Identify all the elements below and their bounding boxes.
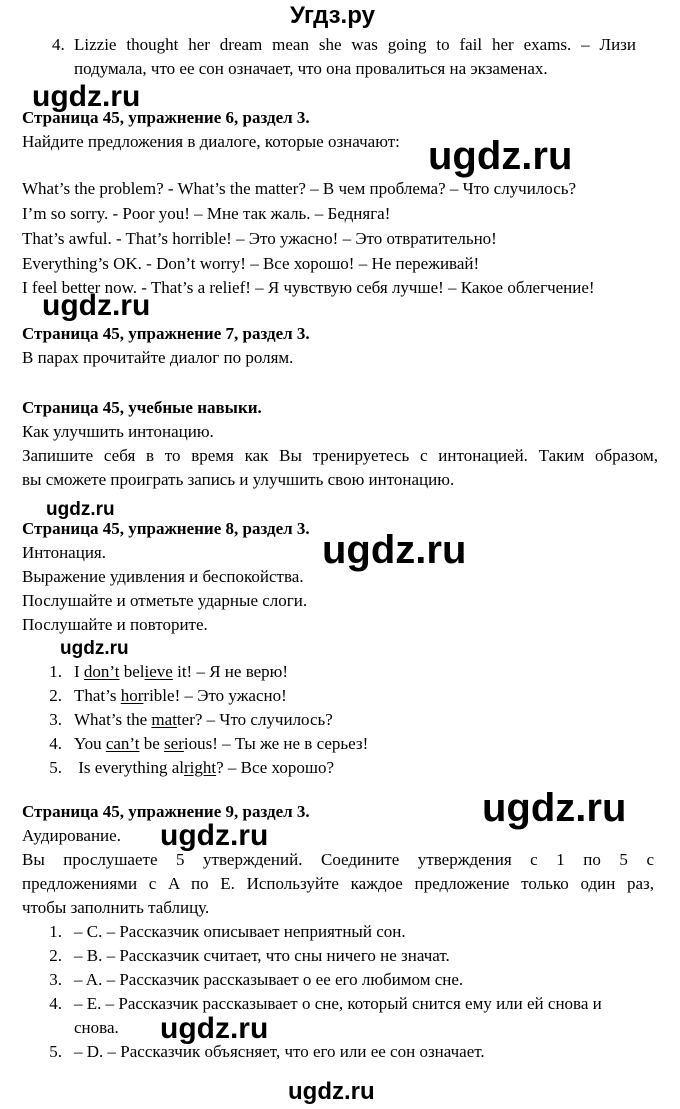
item-text: bel bbox=[119, 662, 145, 681]
ex9-item bbox=[40, 968, 463, 992]
ex8-line3: Послушайте и отметьте ударные слоги. bbox=[22, 591, 308, 610]
site-header: Угдз.ру bbox=[290, 2, 375, 29]
ex8-line4: Послушайте и повторите. bbox=[22, 615, 208, 634]
item-text: Is everything al bbox=[74, 758, 184, 777]
stressed-syllable: ser bbox=[164, 734, 184, 753]
item-text: – D. – Рассказчик объясняет, что его или ее сон означает. bbox=[74, 1042, 485, 1061]
item-text: be bbox=[139, 734, 165, 753]
stressed-syllable: hor bbox=[120, 686, 144, 705]
watermark: ugdz.ru bbox=[32, 80, 141, 113]
ex9-para-line: предложениями с A по E. Используйте каждое предложение только один раз, bbox=[22, 874, 654, 893]
intro-item-number: 4. bbox=[52, 35, 65, 54]
ex8-item bbox=[40, 708, 333, 732]
item-number: 1. bbox=[49, 662, 62, 681]
item-text: What’s the bbox=[74, 710, 152, 729]
item-text: That’s bbox=[74, 686, 121, 705]
ex8-heading: Страница 45, упражнение 8, раздел 3. bbox=[22, 519, 310, 538]
watermark: ugdz.ru bbox=[46, 499, 115, 520]
item-text: – A. – Рассказчик рассказывает о ее его любимом сне. bbox=[74, 970, 464, 989]
watermark: ugdz.ru bbox=[160, 1012, 269, 1045]
ex9-item bbox=[40, 992, 602, 1016]
stressed-syllable: ieve bbox=[144, 662, 173, 681]
item-text: rible! – Это ужасно! bbox=[143, 686, 287, 705]
ex9-item bbox=[40, 944, 450, 968]
ex7-instruction: В парах прочитайте диалог по ролям. bbox=[22, 348, 294, 367]
ex9-para-line: чтобы заполнить таблицу. bbox=[22, 898, 210, 917]
item-text: снова. bbox=[74, 1018, 119, 1037]
watermark: ugdz.ru bbox=[42, 289, 151, 322]
ex6-line: I’m so sorry. - Poor you! – Мне так жаль. – Бедняга! bbox=[22, 204, 391, 223]
skills-line3: вы сможете проиграть запись и улучшить свою интонацию. bbox=[22, 470, 455, 489]
watermark: ugdz.ru bbox=[60, 638, 129, 659]
item-number: 2. bbox=[49, 686, 62, 705]
ex8-item bbox=[40, 732, 368, 756]
ex8-item bbox=[40, 660, 288, 684]
stressed-syllable: right bbox=[184, 758, 217, 777]
stressed-syllable: mat bbox=[151, 710, 177, 729]
ex8-line1: Интонация. bbox=[22, 543, 106, 562]
ex6-line: That’s awful. - That’s horrible! – Это ужасно! – Это отвратительно! bbox=[22, 229, 497, 248]
ex9-line1: Аудирование. bbox=[22, 826, 121, 845]
ex9-item bbox=[40, 1016, 119, 1040]
item-number: 3. bbox=[49, 710, 62, 729]
skills-heading: Страница 45, учебные навыки. bbox=[22, 398, 262, 417]
item-text: ? – Все хорошо? bbox=[216, 758, 335, 777]
ex6-line: Everything’s OK. - Don’t worry! – Все хорошо! – Не переживай! bbox=[22, 254, 480, 273]
item-text: – E. – Рассказчик рассказывает о сне, который снится ему или ей снова и bbox=[74, 994, 602, 1013]
watermark: ugdz.ru bbox=[482, 786, 627, 830]
ex8-item bbox=[40, 756, 334, 780]
ex6-line: What’s the problem? - What’s the matter? – В чем проблема? – Что случилось? bbox=[22, 179, 577, 198]
ex9-item bbox=[40, 920, 406, 944]
item-text: – B. – Рассказчик считает, что сны ничего не значат. bbox=[74, 946, 450, 965]
intro-item-line2: подумала, что ее сон означает, что она провалиться на экзаменах. bbox=[74, 59, 548, 78]
ex7-heading: Страница 45, упражнение 7, раздел 3. bbox=[22, 324, 310, 343]
stressed-syllable: don’t bbox=[83, 662, 120, 681]
item-number: 4. bbox=[49, 734, 62, 753]
skills-line2: Запишите себя в то время как Вы тренируетесь с интонацией. Таким образом, bbox=[22, 446, 658, 465]
ex9-para-line: Вы прослушаете 5 утверждений. Соедините утверждения с 1 по 5 с bbox=[22, 850, 654, 869]
stressed-syllable: can’t bbox=[105, 734, 140, 753]
watermark: ugdz.ru bbox=[322, 528, 467, 572]
item-number: 3. bbox=[49, 970, 62, 989]
ex8-item bbox=[40, 684, 287, 708]
ex6-instruction: Найдите предложения в диалоге, которые означают: bbox=[22, 132, 400, 151]
ex6-line: I feel better now. - That’s a relief! – Я чувствую себя лучше! – Какое облегчение! bbox=[22, 278, 595, 297]
item-number: 2. bbox=[49, 946, 62, 965]
item-text: it! – Я не верю! bbox=[172, 662, 289, 681]
item-text: ter? – Что случилось? bbox=[176, 710, 333, 729]
watermark: ugdz.ru bbox=[160, 819, 269, 852]
item-number: 4. bbox=[49, 994, 62, 1013]
ex8-line2: Выражение удивления и беспокойства. bbox=[22, 567, 304, 586]
skills-line1: Как улучшить интонацию. bbox=[22, 422, 214, 441]
ex9-heading: Страница 45, упражнение 9, раздел 3. bbox=[22, 802, 310, 821]
item-number: 5. bbox=[49, 1042, 62, 1061]
watermark: ugdz.ru bbox=[428, 134, 573, 178]
item-number: 5. bbox=[49, 758, 62, 777]
ex9-item bbox=[40, 1040, 485, 1064]
item-text: You bbox=[74, 734, 106, 753]
ex6-heading: Страница 45, упражнение 6, раздел 3. bbox=[22, 108, 310, 127]
item-text: I bbox=[74, 662, 84, 681]
watermark: ugdz.ru bbox=[288, 1078, 375, 1105]
item-number: 1. bbox=[49, 922, 62, 941]
item-text: – C. – Рассказчик описывает неприятный сон. bbox=[74, 922, 406, 941]
item-text: ious! – Ты же не в серьез! bbox=[183, 734, 369, 753]
intro-item-line1: Lizzie thought her dream mean she was going to fail her exams. – Лизи bbox=[74, 35, 636, 54]
